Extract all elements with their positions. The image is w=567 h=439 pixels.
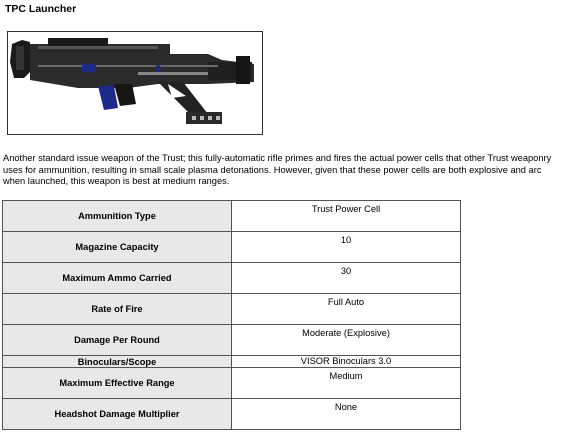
table-row	[3, 356, 461, 368]
spec-label: Binoculars/Scope	[3, 356, 232, 368]
spec-value: Trust Power Cell	[232, 201, 461, 232]
table-row	[3, 294, 461, 325]
weapon-specs-table	[2, 200, 461, 430]
spec-label: Rate of Fire	[3, 294, 232, 325]
spec-label: Headshot Damage Multiplier	[3, 399, 232, 430]
table-row	[3, 232, 461, 263]
spec-label: Ammunition Type	[3, 201, 232, 232]
spec-label: Damage Per Round	[3, 325, 232, 356]
spec-value: Full Auto	[232, 294, 461, 325]
weapon-image	[7, 31, 263, 135]
spec-value: None	[232, 399, 461, 430]
spec-value: Moderate (Explosive)	[232, 325, 461, 356]
table-row	[3, 201, 461, 232]
weapon-description: Another standard issue weapon of the Trust; this fully-automatic rifle primes and fires the actual power cells that other Trust weaponry uses for ammunition, resulting in small scale plasma detonations. However, given that these power cells are both explosive and arc when launched, this weapon is best at medium ranges.	[3, 153, 552, 187]
table-row	[3, 325, 461, 356]
table-row	[3, 368, 461, 399]
spec-value: 10	[232, 232, 461, 263]
spec-value: 30	[232, 263, 461, 294]
page-title: TPC Launcher	[5, 3, 77, 15]
table-row	[3, 263, 461, 294]
spec-label: Maximum Effective Range	[3, 368, 232, 399]
spec-value: Medium	[232, 368, 461, 399]
spec-label: Maximum Ammo Carried	[3, 263, 232, 294]
tpc-launcher-render	[8, 32, 262, 134]
spec-value: VISOR Binoculars 3.0	[232, 356, 461, 368]
table-row	[3, 399, 461, 430]
spec-label: Magazine Capacity	[3, 232, 232, 263]
